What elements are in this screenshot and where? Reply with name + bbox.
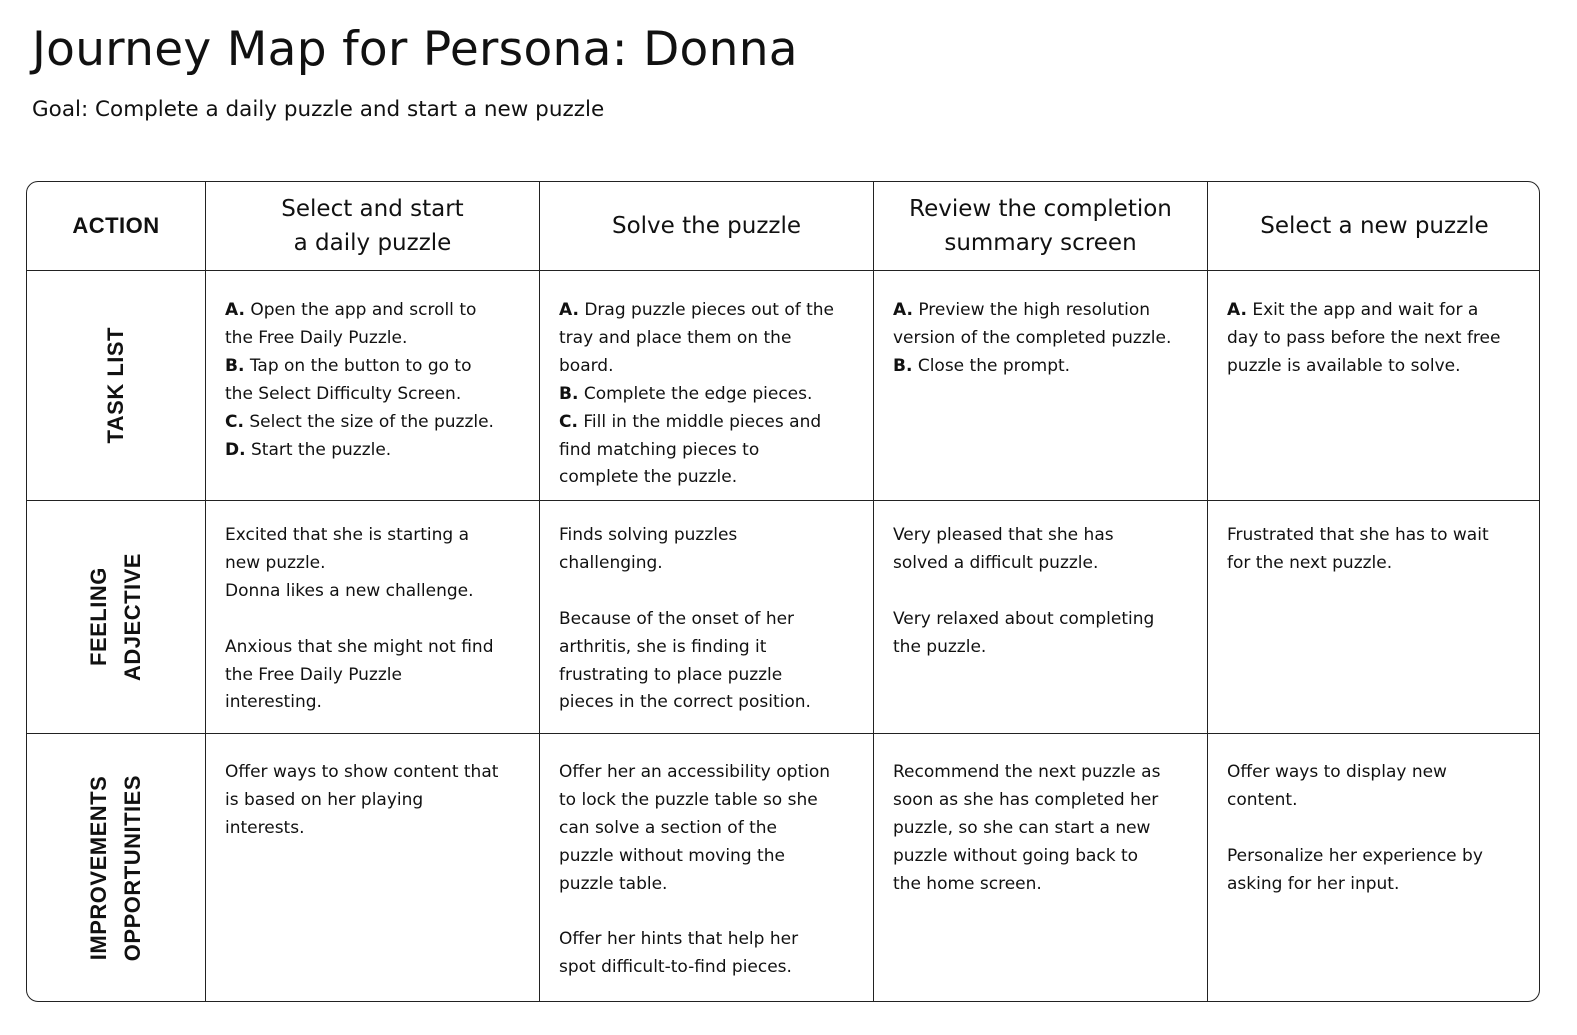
cell-paragraph: Offer her hints that help her spot difficult-to-find pieces.: [559, 929, 799, 978]
task-item-text: Drag puzzle pieces out of the tray and place them on the board.: [559, 300, 835, 376]
cell-paragraph: Very pleased that she has solved a difficult puzzle.: [893, 525, 1114, 573]
cell-paragraph: [559, 899, 857, 927]
cell-paragraph: [559, 578, 857, 606]
page-title: Journey Map for Persona: Donna: [32, 22, 798, 77]
task-item-text: Fill in the middle pieces and find matching pieces to complete the puzzle.: [559, 411, 822, 488]
improvement-cell-4: [1208, 734, 1540, 1002]
cell-paragraph: Excited that she is starting a new puzzle.: [225, 525, 470, 573]
cell-paragraph: Donna likes a new challenge.: [225, 580, 474, 601]
improvements-label: IMPROVEMENTS OPPORTUNITIES: [86, 775, 145, 962]
task-item-text: Select the size of the puzzle.: [243, 411, 494, 432]
improvements-label-cell: [27, 734, 206, 1002]
cell-paragraph: [1227, 815, 1525, 843]
improvement-cell-2: [540, 734, 874, 1002]
task-item-letter: B.: [225, 355, 245, 376]
action-header: ACTION: [27, 182, 206, 271]
stage-header-3: Review the completion summary screen: [874, 182, 1208, 271]
task-item: [225, 353, 523, 409]
feeling-cell-1: [206, 501, 540, 734]
task-item-letter: D.: [225, 439, 246, 460]
task-item: [893, 353, 1191, 381]
task-item-text: Open the app and scroll to the Free Daily Puzzle.: [225, 300, 477, 348]
cell-paragraph: Offer her an accessibility option to lock the puzzle table so she can solve a section of the puzzle without moving the puzzle table.: [559, 762, 831, 894]
stage-header-1: Select and start a daily puzzle: [206, 182, 540, 271]
task-item: [225, 297, 523, 353]
task-cell-3: [874, 271, 1208, 501]
cell-paragraph: Offer ways to display new content.: [1227, 762, 1447, 810]
task-item-letter: C.: [225, 411, 244, 432]
feeling-label: FEELING ADJECTIVE: [86, 553, 145, 681]
journey-map-table: [26, 181, 1540, 1002]
cell-paragraph: Recommend the next puzzle as soon as she has completed her puzzle, so she can start a new puzzle without going back to the home screen.: [893, 762, 1161, 894]
cell-paragraph: Very relaxed about completing the puzzle.: [893, 608, 1155, 657]
task-item-letter: A.: [1227, 300, 1247, 320]
task-item-text: Tap on the button to go to the Select Difficulty Screen.: [225, 355, 472, 404]
task-item-letter: C.: [559, 411, 578, 432]
feeling-cell-4: [1208, 501, 1540, 734]
goal-text: Goal: Complete a daily puzzle and start a new puzzle: [32, 97, 605, 122]
task-item-letter: A.: [225, 300, 245, 320]
task-item-text: Complete the edge pieces.: [578, 383, 813, 404]
cell-paragraph: Because of the onset of her arthritis, she is finding it frustrating to place puzzle pieces in the correct position.: [559, 608, 811, 713]
task-item-letter: A.: [559, 300, 579, 320]
cell-paragraph: [893, 578, 1191, 606]
feeling-cell-2: [540, 501, 874, 734]
cell-paragraph: Finds solving puzzles challenging.: [559, 525, 738, 573]
cell-paragraph: Anxious that she might not find the Free Daily Puzzle interesting.: [225, 636, 494, 713]
cell-paragraph: Offer ways to show content that is based on her playing interests.: [225, 762, 499, 838]
task-item: [225, 437, 523, 465]
cell-paragraph: [225, 606, 523, 634]
task-item: [1227, 297, 1525, 381]
task-item-text: Close the prompt.: [912, 355, 1071, 376]
task-item-letter: B.: [893, 355, 913, 376]
task-cell-4: [1208, 271, 1540, 501]
stage-header-2: Solve the puzzle: [540, 182, 874, 271]
task-item: [559, 381, 857, 409]
cell-paragraph: Personalize her experience by asking for her input.: [1227, 845, 1483, 894]
improvement-cell-3: [874, 734, 1208, 1002]
stage-header-4: Select a new puzzle: [1208, 182, 1540, 271]
improvement-cell-1: [206, 734, 540, 1002]
task-list-label: TASK LIST: [103, 327, 128, 444]
cell-paragraph: Frustrated that she has to wait for the next puzzle.: [1227, 525, 1489, 573]
task-cell-1: [206, 271, 540, 501]
task-item: [225, 409, 523, 437]
task-list-label-cell: [27, 271, 206, 501]
task-item-letter: B.: [559, 383, 579, 404]
feeling-label-cell: [27, 501, 206, 734]
task-item-text: Exit the app and wait for a day to pass before the next free puzzle is available to solve.: [1227, 300, 1501, 376]
feeling-cell-3: [874, 501, 1208, 734]
task-item-letter: A.: [893, 300, 913, 320]
task-item: [893, 297, 1191, 353]
task-cell-2: [540, 271, 874, 501]
task-item: [559, 297, 857, 381]
task-item-text: Start the puzzle.: [245, 439, 392, 460]
task-item-text: Preview the high resolution version of the completed puzzle.: [893, 300, 1172, 348]
task-item: [559, 409, 857, 493]
